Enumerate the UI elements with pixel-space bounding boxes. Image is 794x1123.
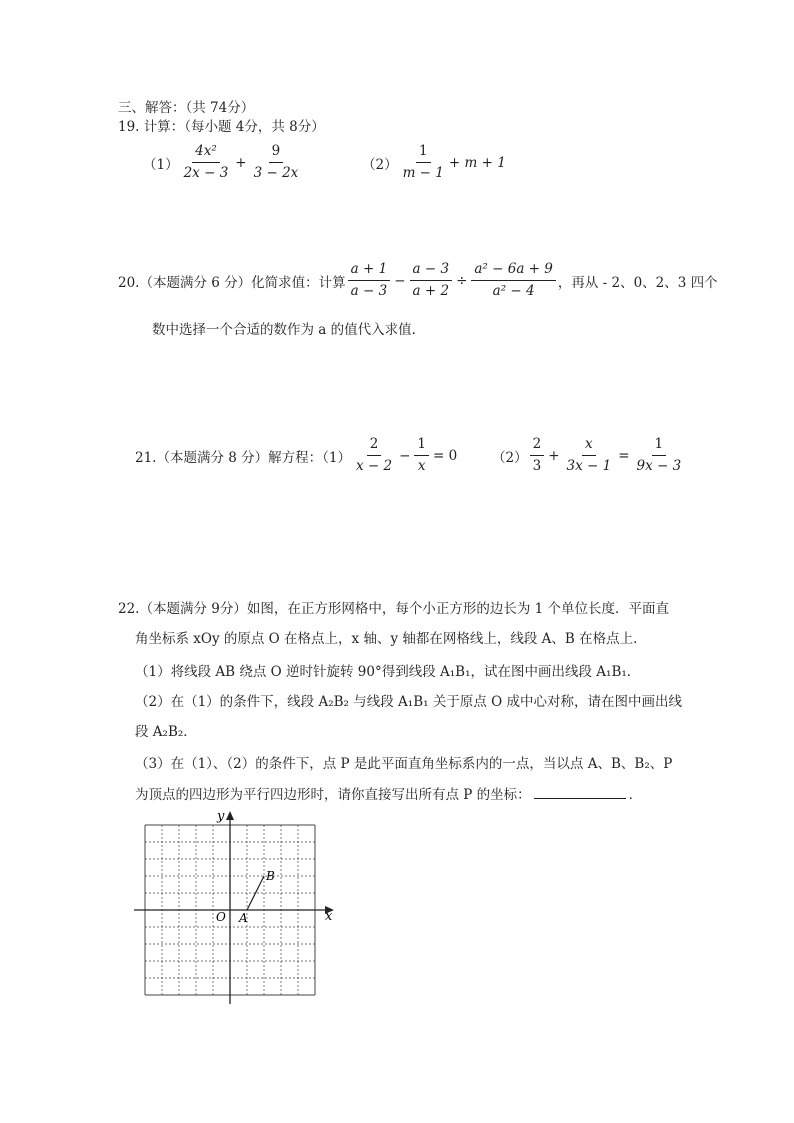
q19-p2-d1: m − 1 xyxy=(402,165,444,181)
q21-e2-n1: 2 xyxy=(530,436,545,456)
q20-op2: ÷ xyxy=(456,272,468,289)
origin-label: O xyxy=(216,910,226,924)
q19-p1-frac1 xyxy=(181,143,232,182)
q20-frac3 xyxy=(471,261,555,300)
q21-e2-frac2 xyxy=(564,436,615,475)
q21-lead: 21.（本题满分 8 分）解方程：（1） xyxy=(135,449,351,466)
q21-e2-op: + xyxy=(548,447,560,464)
q21-e1-d1: x − 2 xyxy=(355,458,393,474)
q21-e1-d2: x xyxy=(417,458,426,474)
point-a-label: A xyxy=(239,911,248,925)
q22-line5: 段 A₂B₂． xyxy=(135,724,197,740)
q20-f3-den: a² − 4 xyxy=(492,283,535,299)
q19-p1-frac2 xyxy=(251,143,302,182)
q19-p2-n1: 1 xyxy=(416,143,431,163)
section-title: 三、解答：（共 74分） xyxy=(118,100,255,116)
q21-e2-frac3 xyxy=(634,436,685,475)
q20-f1-den: a − 3 xyxy=(350,283,388,299)
q22-line7-post: ． xyxy=(628,787,643,803)
q21-e2-eq: = xyxy=(618,447,630,464)
q20-f2-den: a + 2 xyxy=(412,283,450,299)
q22-line1: 22.（本题满分 9分）如图，在正方形网格中，每个小正方形的边长为 1 个单位长度．平面直 xyxy=(118,601,670,617)
q22-line7-pre: 为顶点的四边形为平行四边形时，请你直接写出所有点 P 的坐标： xyxy=(135,787,531,803)
q20-op1: − xyxy=(394,272,406,289)
q21-e1-frac2 xyxy=(414,436,429,475)
q21-line xyxy=(135,436,459,475)
q19-p1-d2: 3 − 2x xyxy=(253,165,299,181)
q21-e2-frac1 xyxy=(530,436,545,475)
q21-e1-rhs: = 0 xyxy=(433,447,458,464)
q21-e1-frac1 xyxy=(353,436,395,475)
q19-p1-d1: 2x − 3 xyxy=(183,165,229,181)
q19-p2-frac xyxy=(400,143,447,182)
q21-part2 xyxy=(492,436,686,475)
q19-part1-label: （1） xyxy=(143,156,179,173)
q22-line7 xyxy=(135,783,642,803)
q20-after: ，再从 - 2、0、2、3 四个 xyxy=(557,274,718,291)
q20-frac1 xyxy=(348,261,391,300)
q20-lead: 20.（本题满分 6 分）化简求值：计算 xyxy=(118,274,346,291)
y-axis-arrow-icon xyxy=(226,811,234,820)
q19-part1 xyxy=(143,143,303,182)
q19-p1-n1: 4x² xyxy=(192,143,220,163)
q21-e2-n3: 1 xyxy=(652,436,667,456)
q19-part2 xyxy=(362,143,506,182)
q20-f3-num: a² − 6a + 9 xyxy=(471,261,555,281)
q19-p1-n2: 9 xyxy=(269,143,284,163)
q20-line2: 数中选择一个合适的数作为 a 的值代入求值. xyxy=(152,322,416,338)
q21-e1-n1: 2 xyxy=(367,436,382,456)
point-b-label: B xyxy=(266,869,275,883)
coordinate-grid-figure xyxy=(130,808,345,1008)
q22-line6: （3）在（1）、（2）的条件下，点 P 是此平面直角坐标系内的一点，当以点 A、B、B₂、P xyxy=(135,756,673,772)
q21-e1-n2: 1 xyxy=(414,436,429,456)
q19-part2-label: （2） xyxy=(362,156,398,173)
q21-part2-label: （2） xyxy=(492,449,528,466)
q21-e1-op: − xyxy=(399,447,411,464)
q20-f2-num: a − 3 xyxy=(410,261,453,281)
q20-line1 xyxy=(118,261,718,300)
q22-line2: 角坐标系 xOy 的原点 O 在格点上，x 轴、y 轴都在网格线上，线段 A、B 在格点上． xyxy=(135,631,647,647)
q22-line4: （2）在（1）的条件下，线段 A₂B₂ 与线段 A₁B₁ 关于原点 O 成中心对称，请在图中画出线 xyxy=(135,694,682,710)
q19-p1-op: + xyxy=(235,154,247,171)
q19-heading: 19. 计算：（每小题 4分，共 8分） xyxy=(118,119,325,135)
q21-e2-d3: 9x − 3 xyxy=(636,458,682,474)
x-axis-label: x xyxy=(325,909,333,924)
answer-blank[interactable] xyxy=(534,786,626,799)
q21-e2-n2: x xyxy=(582,436,596,456)
q22-line3: （1）将线段 AB 绕点 O 逆时针旋转 90°得到线段 A₁B₁，试在图中画出线段 A₁B₁． xyxy=(135,664,641,680)
q20-frac2 xyxy=(410,261,453,300)
q21-e2-d1: 3 xyxy=(532,458,542,474)
q21-e2-d2: 3x − 1 xyxy=(566,458,612,474)
q19-p2-tail: + m + 1 xyxy=(448,154,506,171)
y-axis-label: y xyxy=(217,809,225,824)
q20-f1-num: a + 1 xyxy=(348,261,391,281)
